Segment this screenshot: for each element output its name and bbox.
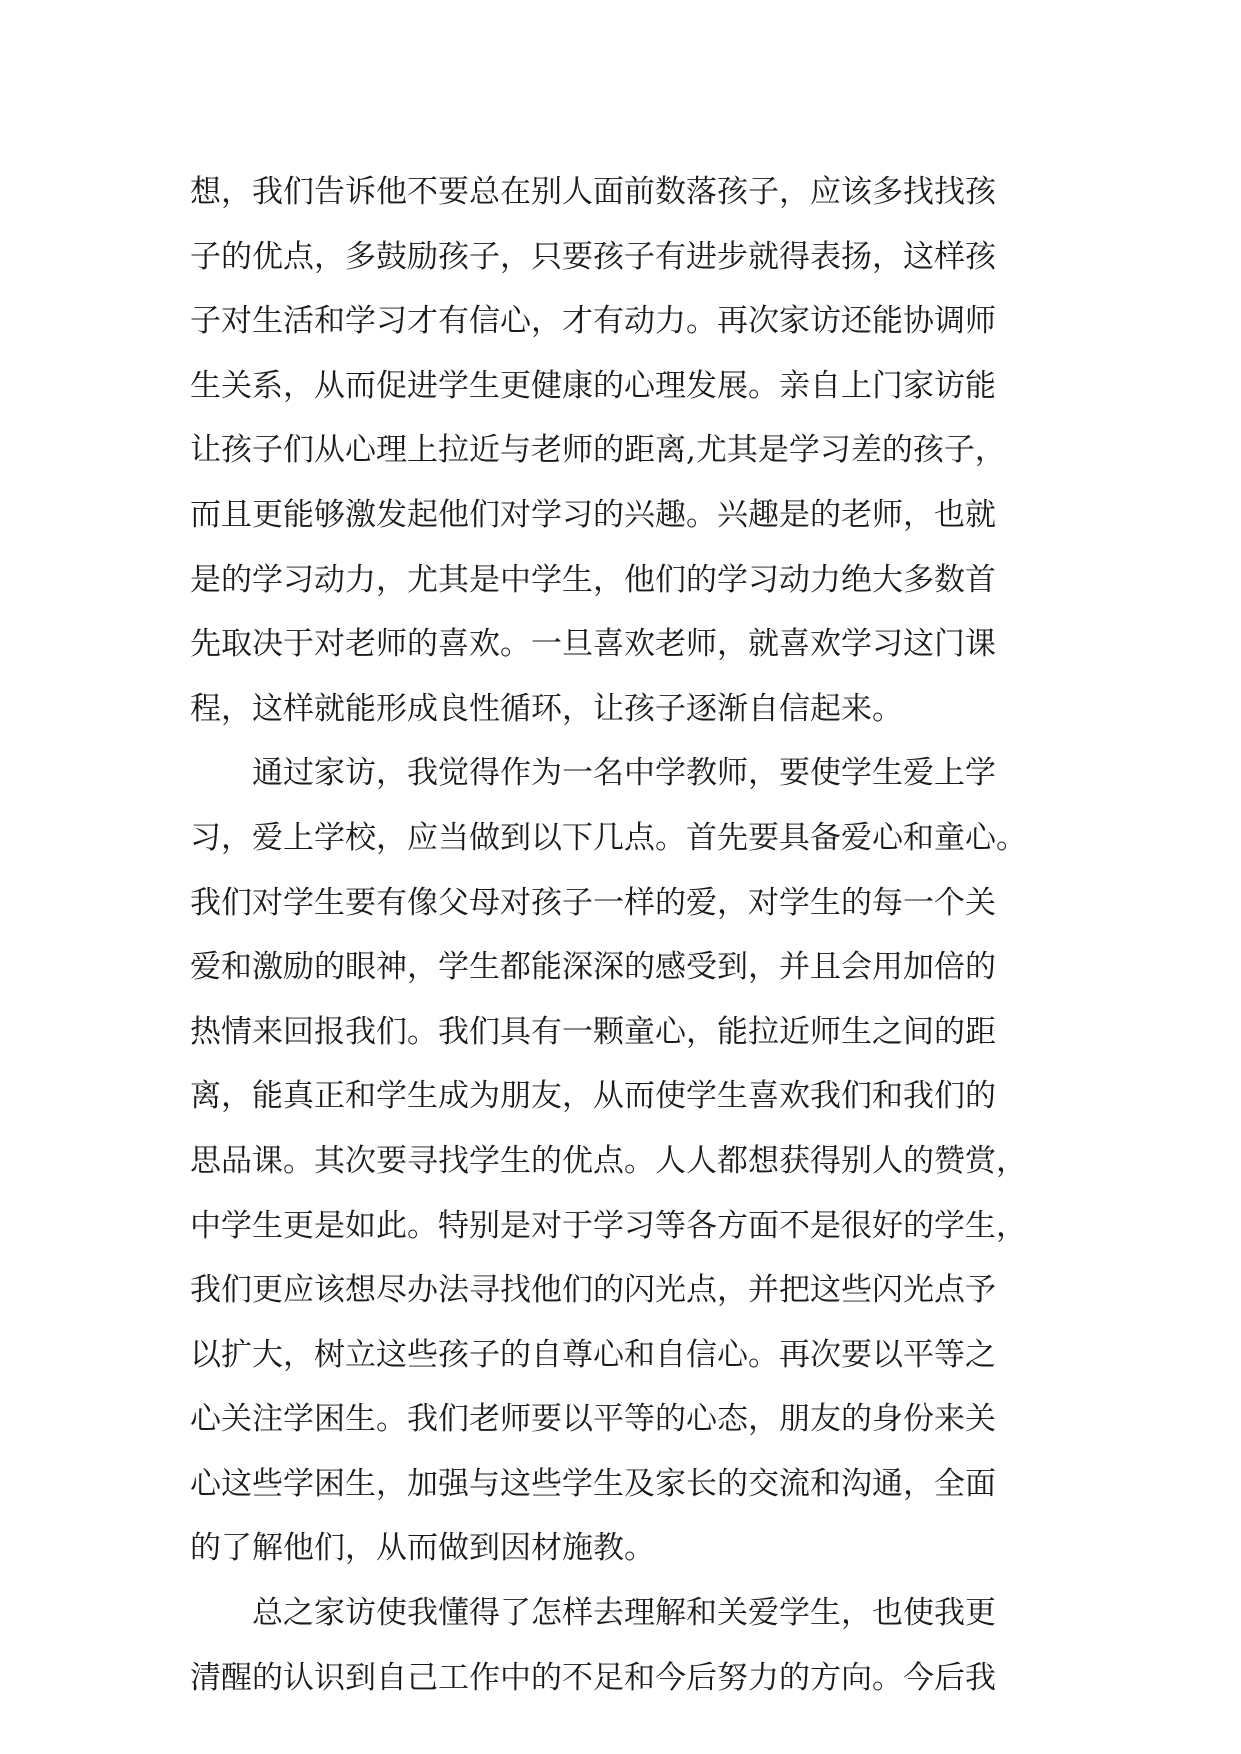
text-line: 的了解他们，从而做到因材施教。 xyxy=(190,1530,655,1567)
text-line: 而且更能够激发起他们对学习的兴趣。兴趣是的老师，也就 xyxy=(190,496,996,533)
text-line: 是的学习动力，尤其是中学生，他们的学习动力绝大多数首 xyxy=(190,561,996,598)
text-line: 程，这样就能形成良性循环，让孩子逐渐自信起来。 xyxy=(190,690,903,727)
text-line: 中学生更是如此。特别是对于学习等各方面不是很好的学生， xyxy=(190,1207,1027,1244)
text-line: 心这些学困生，加强与这些学生及家长的交流和沟通，全面 xyxy=(190,1465,996,1502)
body-text xyxy=(190,160,1050,1710)
text-line: 通过家访，我觉得作为一名中学教师，要使学生爱上学 xyxy=(190,755,996,792)
text-line: 我们更应该想尽办法寻找他们的闪光点，并把这些闪光点予 xyxy=(190,1272,996,1309)
text-line: 总之家访使我懂得了怎样去理解和关爱学生，也使我更 xyxy=(190,1595,996,1632)
text-line: 生关系，从而促进学生更健康的心理发展。亲自上门家访能 xyxy=(190,367,996,404)
text-line: 我们对学生要有像父母对孩子一样的爱，对学生的每一个关 xyxy=(190,884,996,921)
text-line: 子的优点，多鼓励孩子，只要孩子有进步就得表扬，这样孩 xyxy=(190,238,996,275)
text-line: 爱和激励的眼神，学生都能深深的感受到，并且会用加倍的 xyxy=(190,949,996,986)
text-line: 清醒的认识到自己工作中的不足和今后努力的方向。今后我 xyxy=(190,1659,996,1696)
text-line: 习，爱上学校，应当做到以下几点。首先要具备爱心和童心。 xyxy=(190,819,1027,856)
text-line: 先取决于对老师的喜欢。一旦喜欢老师，就喜欢学习这门课 xyxy=(190,626,996,663)
text-line: 子对生活和学习才有信心，才有动力。再次家访还能协调师 xyxy=(190,303,996,340)
text-line: 以扩大，树立这些孩子的自尊心和自信心。再次要以平等之 xyxy=(190,1336,996,1373)
text-line: 心关注学困生。我们老师要以平等的心态，朋友的身份来关 xyxy=(190,1401,996,1438)
text-line: 想，我们告诉他不要总在别人面前数落孩子，应该多找找孩 xyxy=(190,174,996,210)
text-line: 热情来回报我们。我们具有一颗童心，能拉近师生之间的距 xyxy=(190,1013,996,1050)
text-line: 离，能真正和学生成为朋友，从而使学生喜欢我们和我们的 xyxy=(190,1078,996,1115)
text-line: 让孩子们从心理上拉近与老师的距离,尤其是学习差的孩子， xyxy=(190,432,1006,469)
text-line: 思品课。其次要寻找学生的优点。人人都想获得别人的赞赏， xyxy=(190,1142,1027,1179)
